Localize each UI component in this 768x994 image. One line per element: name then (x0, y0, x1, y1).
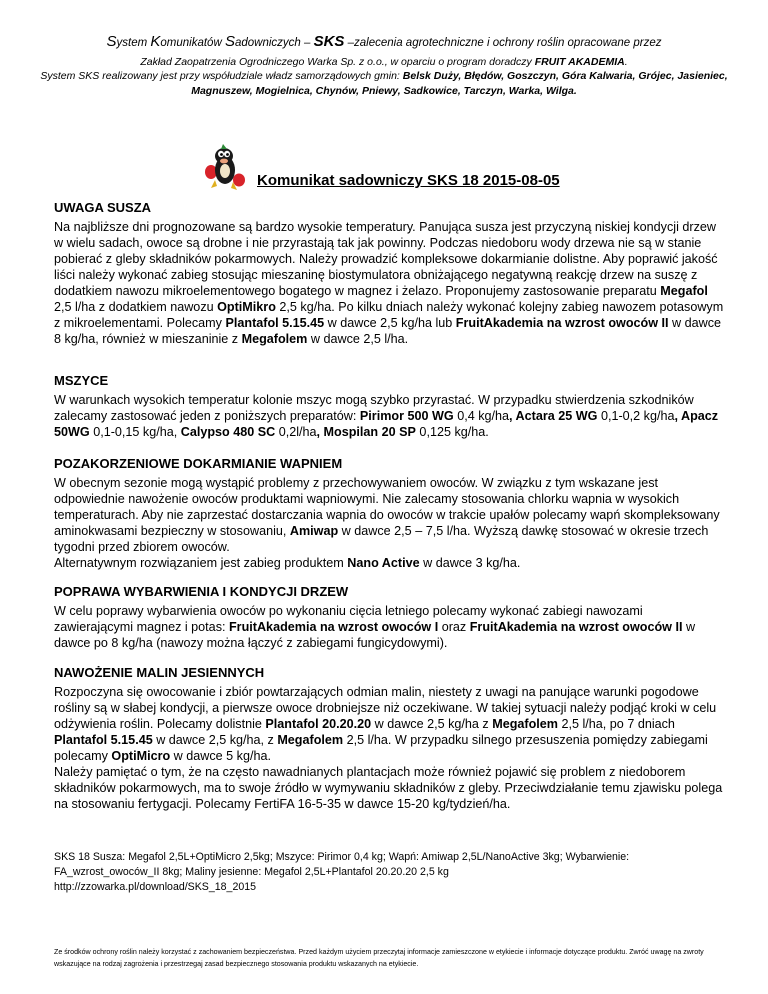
section-body (54, 684, 724, 764)
body-text: 2,5 l/ha z dodatkiem nawozu (54, 300, 218, 314)
header-line-2 (0, 55, 768, 70)
product-name: FruitAkademia na wzrost owoców II (455, 316, 669, 330)
product-name: Amiwap (289, 524, 339, 538)
header-text: –zalecenia agrotechniczne i ochrony roślin opracowane przez (344, 37, 662, 49)
header-line-1 (0, 34, 768, 51)
header-text: omunikatów (160, 37, 225, 49)
body-text: 0,1-0,2 kg/ha (597, 409, 675, 423)
body-text: 2,5 l/ha, po 7 dniach (558, 717, 675, 731)
body-text: W obecnym sezonie mogą wystąpić problemy z przechowywaniem owoców. W związku z tym wskazane jest odpowiednie nawożenie owoców produktami wapniowymi. Nie zalecamy stosowania chlorku wapnia w wysokich temperaturach. Aby nie zaprzestać dostarczania wapnia do owoców w trakcie upałów polecamy wapń skompleksowany aminokwasami bezpieczny w stosowaniu, (54, 476, 720, 538)
section-body (54, 219, 724, 347)
product-name: OptiMikro (217, 300, 276, 314)
product-name: Pirimor 500 WG (359, 409, 454, 423)
section-maliny (54, 665, 724, 812)
body-text: w dawce 2,5 l/ha. (307, 332, 409, 346)
body-text: Alternatywnym rozwiązaniem jest zabieg produktem (54, 556, 348, 570)
section-body (54, 475, 724, 555)
body-text: w dawce po 8 kg/ha (nawozy można łączyć z zabiegami fungicydowymi). (54, 620, 696, 650)
body-text: 2,5 l/ha. W przypadku silnego przesuszenia pomiędzy zabiegami polecamy (54, 733, 708, 763)
header-municipalities: Belsk Duży, Błędów, Goszczyn, Góra Kalwaria, Grójec, Jasieniec, Magnuszew, Mogielnica, Chynów, Pniewy, Sadkowice, Tarczyn, Warka, Wilga. (191, 70, 728, 97)
section-heading: POPRAWA WYBARWIENIA I KONDYCJI DRZEW (54, 584, 349, 599)
section-mszyce (54, 373, 724, 440)
body-text: 0,125 kg/ha. (415, 425, 489, 439)
product-name: Megafolem (492, 717, 558, 731)
header-k-initial: K (150, 33, 161, 50)
section-body (54, 555, 724, 571)
body-text: W celu poprawy wybarwienia owoców po wykonaniu cięcia letniego polecamy wykonać zabiegi nawozami zawierającymi magnez i potas: (54, 604, 643, 634)
header-s-initial: S (106, 33, 117, 50)
product-name: Megafol (660, 284, 708, 298)
body-text: oraz (438, 620, 470, 634)
section-body (54, 392, 724, 440)
summary-text: SKS 18 Susza: Megafol 2,5L+OptiMicro 2,5kg; Mszyce: Pirimor 0,4 kg; Wapń: Amiwap 2,5L/NanoActive 3kg; Wybarwienie: FA_wzrost_owoców_II 8kg; Maliny jesienne: Megafol 2,5L+Plantafol 20.20.20 2,5 kg (54, 851, 630, 878)
header-line-3 (10, 69, 758, 99)
product-name: FruitAkademia na wzrost owoców I (228, 620, 439, 634)
section-wybarwienie (54, 584, 724, 651)
body-text: Rozpoczyna się owocowanie i zbiór powtarzających odmian malin, niestety z uwagi na panujące warunki pogodowe rośliny są w słabej kondycji, a pierwsze owoce drobniejsze niż oczekiwane. W takiej sytuacji należy podjąć kroki w celu odżywienia roślin. Polecamy dolistnie (54, 685, 717, 731)
section-heading: NAWOŻENIE MALIN JESIENNYCH (54, 665, 265, 680)
product-name: Plantafol 5.15.45 (225, 316, 325, 330)
section-body (54, 764, 724, 812)
body-text: w dawce 2,5 kg/ha, z (152, 733, 278, 747)
product-name: Megafolem (241, 332, 308, 346)
product-name: , Mospilan 20 SP (316, 425, 416, 439)
section-susza (54, 200, 724, 347)
header-text: ystem (116, 37, 151, 49)
header-text: Zakład Zaopatrzenia Ogrodniczego Warka Sp. z o.o., w oparciu o program doradczy (140, 56, 535, 68)
body-text: w dawce 2,5 – 7,5 l/ha. Wyższą dawkę stosować w okresie trzech tygodni przed zbiorem owoców. (54, 524, 709, 554)
product-name: Plantafol 20.20.20 (265, 717, 372, 731)
body-text: 2,5 kg/ha. Po kilku dniach należy wykonać kolejny zabieg nawozem potasowym z mikroelementami. Polecamy (54, 300, 724, 330)
product-name: OptiMicro (111, 749, 171, 763)
header-text: System SKS realizowany jest przy współudziale władz samorządowych gmin: (40, 70, 403, 82)
body-text: w dawce 5 kg/ha. (170, 749, 271, 763)
section-heading: UWAGA SUSZA (54, 200, 152, 215)
product-name: Plantafol 5.15.45 (54, 733, 153, 747)
product-name: Nano Active (347, 556, 420, 570)
body-text: w dawce 2,5 kg/ha z (371, 717, 493, 731)
body-text: w dawce 2,5 kg/ha lub (324, 316, 456, 330)
safety-disclaimer: Ze środków ochrony roślin należy korzystać z zachowaniem bezpieczeństwa. Przed każdym użyciem przeczytaj informacje zamieszczone w etykiecie i informacje dotyczące produktu. Zwróć uwagę na zwroty wskazujące na rodzaj zagrożenia i przestrzegaj zasad bezpiecznego stosowania produktu wskazanych na etykiecie. (54, 948, 704, 968)
summary-block (54, 850, 724, 895)
product-name: Megafolem (277, 733, 344, 747)
header-brand: SKS (313, 33, 345, 50)
body-text: 0,4 kg/ha (453, 409, 510, 423)
section-heading: POZAKORZENIOWE DOKARMIANIE WAPNIEM (54, 456, 343, 471)
body-text: 0,1-0,15 kg/ha, (89, 425, 181, 439)
header-text: adowniczych – (234, 37, 314, 49)
product-name: Calypso 480 SC (180, 425, 276, 439)
product-name: , Apacz 50WG (54, 409, 719, 439)
section-wapn (54, 456, 724, 571)
header-s-initial: S (224, 33, 235, 50)
download-link[interactable]: http://zzowarka.pl/download/SKS_18_2015 (54, 881, 257, 893)
section-body (54, 603, 724, 651)
section-heading: MSZYCE (54, 373, 109, 388)
product-name: , Actara 25 WG (509, 409, 598, 423)
body-text: w dawce 3 kg/ha. (419, 556, 521, 570)
product-name: FruitAkademia na wzrost owoców II (469, 620, 683, 634)
header-program-name: FRUIT AKADEMIA (534, 56, 625, 68)
body-text: W warunkach wysokich temperatur kolonie mszyc mogą szybko przyrastać. W przypadku stwierdzenia szkodników zalecamy zastosować jeden z poniższych preparatów: (54, 393, 694, 423)
body-text: Należy pamiętać o tym, że na często nawadnianych plantacjach może również pojawić się problem z niedoborem składników pokarmowych, ma to swoje źródło w wymywaniu składników z gleby. Przeciwdziałanie temu zjawisku polega na stosowaniu fertygacji. Polecamy FertiFA 16-5-35 w dawce 15-20 kg/tydzień/ha. (54, 765, 723, 811)
body-text: w dawce 8 kg/ha, również w mieszaninie z (54, 316, 722, 346)
body-text: Na najbliższe dni prognozowane są bardzo wysokie temperatury. Panująca susza jest przyczyną niskiej kondycji drzew w wielu sadach, owoce są drobne i nie przyrastają tak jak powinny. Podczas niedoboru wody drzewa nie są w stanie pobierać z gleby składników pokarmowych. Należy prowadzić kompleksowe dokarmianie dolistne. Aby poprawić jakość liści należy wykonać zabieg stosując mieszaninę biostymulatora obniżającego negatywną reakcję drzew na suszę z dodatkiem nawozu mikroelementowego bogatego w magnez i żelazo. Proponujemy zastosowanie preparatu (54, 220, 718, 298)
header-text: . (624, 56, 628, 68)
page-title: Komunikat sadowniczy SKS 18 2015-08-05 (257, 172, 560, 189)
mascot-mole-icon (201, 140, 251, 192)
body-text: 0,2l/ha (275, 425, 317, 439)
